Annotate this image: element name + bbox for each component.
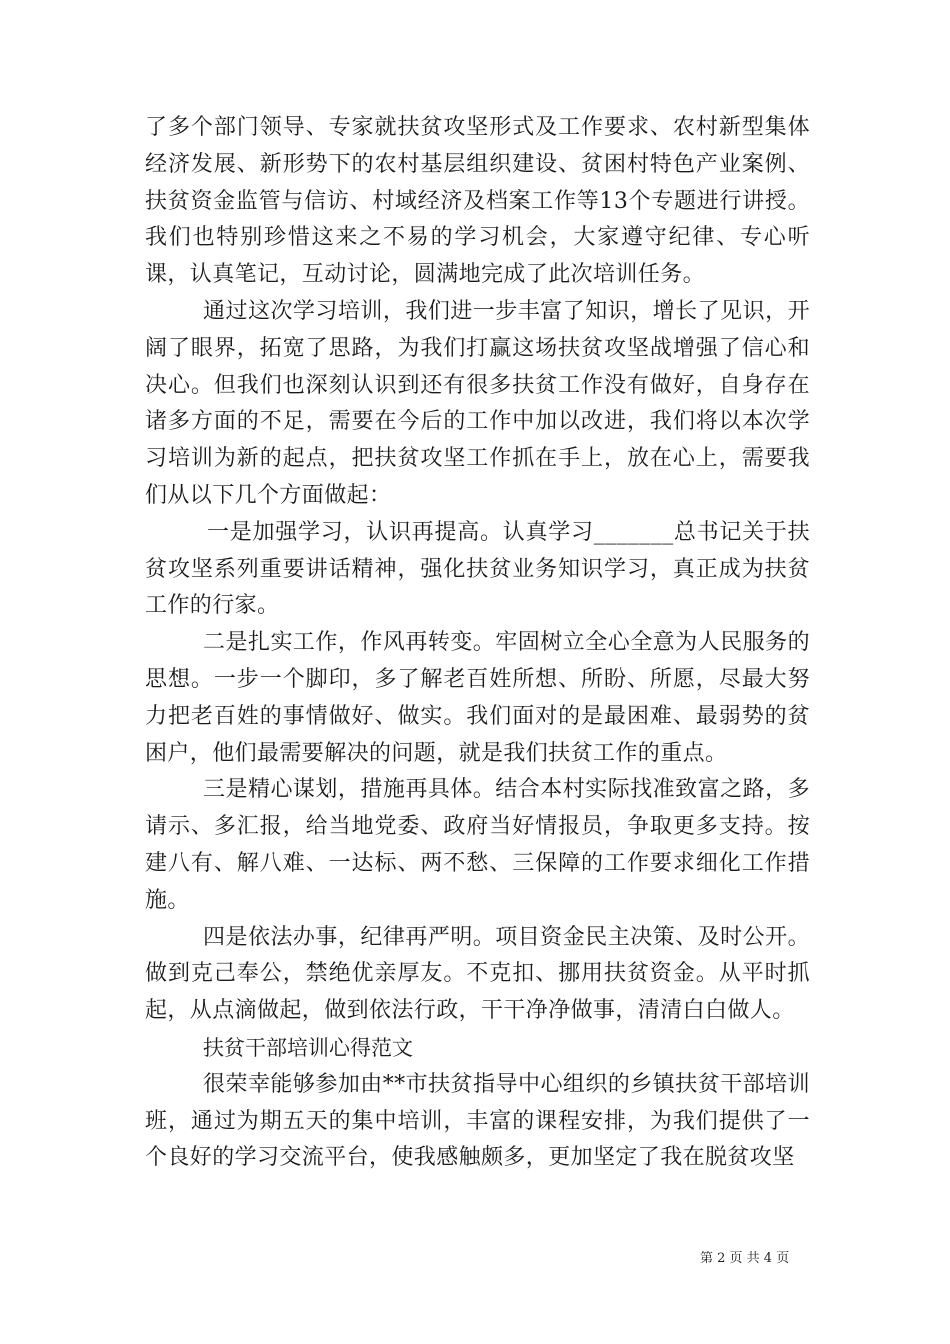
document-page xyxy=(145,110,810,1177)
paragraph-point-three: 三是精心谋划，措施再具体。结合本村实际找准致富之路，多请示、多汇报，给当地党委、政府当好情报员，争取更多支持。按建八有、解八难、一达标、两不愁、三保障的工作要求细化工作措施。 xyxy=(145,777,810,913)
page-number-footer: 第 2 页 共 4 页 xyxy=(700,1251,790,1266)
paragraph-closing: 很荣幸能够参加由**市扶贫指导中心组织的乡镇扶贫干部培训班，通过为期五天的集中培训，丰富的课程安排，为我们提供了一个良好的学习交流平台，使我感触颇多，更加坚定了我在脱贫攻坚 xyxy=(145,1071,810,1171)
paragraph-point-one: 一是加强学习，认识再提高。认真学习_______总书记关于扶贫攻坚系列重要讲话精神，强化扶贫业务知识学习，真正成为扶贫工作的行家。 xyxy=(145,519,810,619)
section-title: 扶贫干部培训心得范文 xyxy=(203,1035,413,1060)
paragraph-summary: 通过这次学习培训，我们进一步丰富了知识，增长了见识，开阔了眼界，拓宽了思路，为我们打赢这场扶贫攻坚战增强了信心和决心。但我们也深刻认识到还有很多扶贫工作没有做好，自身存在诸多方面的不足，需要在今后的工作中加以改进，我们将以本次学习培训为新的起点，把扶贫攻坚工作抓在手上，放在心上，需要我们从以下几个方面做起： xyxy=(145,298,810,508)
paragraph-point-two: 二是扎实工作，作风再转变。牢固树立全心全意为人民服务的思想。一步一个脚印，多了解老百姓所想、所盼、所愿，尽最大努力把老百姓的事情做好、做实。我们面对的是最困难、最弱势的贫困户，他们最需要解决的问题，就是我们扶贫工作的重点。 xyxy=(145,630,810,766)
paragraph-point-four: 四是依法办事，纪律再严明。项目资金民主决策、及时公开。做到克己奉公，禁绝优亲厚友。不克扣、挪用扶贫资金。从平时抓起，从点滴做起，做到依法行政，干干净净做事，清清白白做人。 xyxy=(145,924,810,1024)
paragraph-intro: 了多个部门领导、专家就扶贫攻坚形式及工作要求、农村新型集体经济发展、新形势下的农村基层组织建设、贫困村特色产业案例、扶贫资金监管与信访、村域经济及档案工作等13个专题进行讲授。我们也特别珍惜这来之不易的学习机会，大家遵守纪律、专心听课，认真笔记，互动讨论，圆满地完成了此次培训任务。 xyxy=(145,115,810,288)
